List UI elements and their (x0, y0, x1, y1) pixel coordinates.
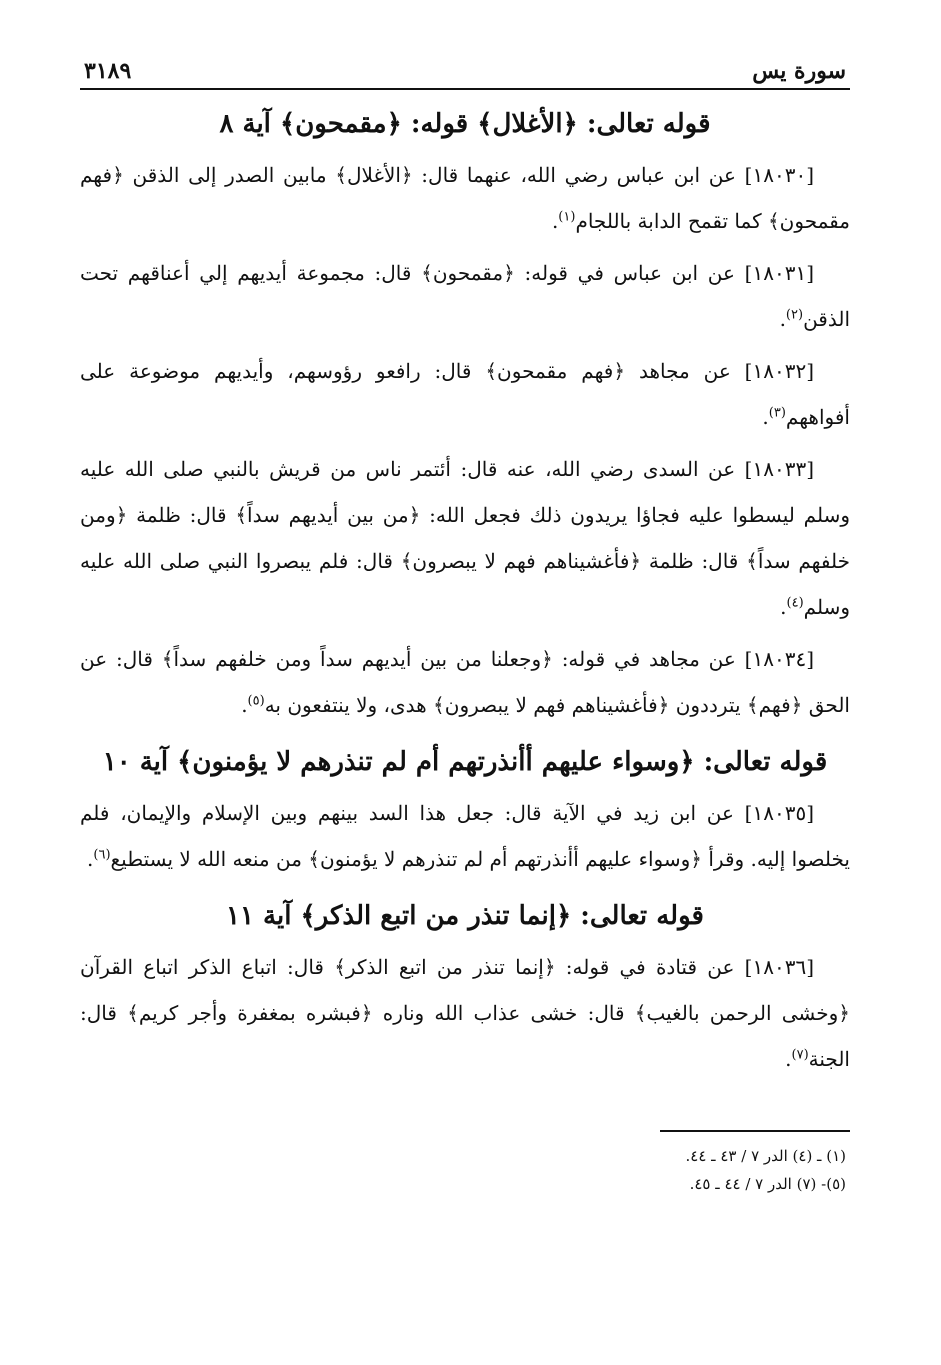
footnote-ref: (٢) (785, 307, 804, 323)
footnote-ref: (٥) (247, 693, 265, 709)
section (80, 742, 850, 882)
hadith-entry (80, 348, 850, 440)
entry-text: عن ابن عباس رضي الله، عنهما قال: ﴿الأغلال﴾ مابين الصدر إلى الذقن ﴿فهم مقمحون﴾ كما تقمح الدابة باللجام (80, 163, 850, 233)
entry-number: [١٨٠٣٤] (744, 647, 814, 671)
section (80, 104, 850, 728)
footnote: (٥)- (٧) الدر ٧ / ٤٤ ـ ٤٥. (689, 1175, 846, 1193)
entry-text: عن قتادة في قوله: ﴿إنما تنذر من اتبع الذكر﴾ قال: اتباع الذكر اتباع القرآن ﴿وخشى الرحمن بالغيب﴾ قال: خشى عذاب الله وناره ﴿فبشره بمغفرة وأجر كريم﴾ قال: الجنة (80, 955, 850, 1071)
footnote-ref: (٤) (786, 595, 804, 611)
entry-number: [١٨٠٣٢] (744, 359, 814, 383)
entry-end: . (87, 847, 94, 871)
hadith-entry (80, 446, 850, 630)
page-header (80, 40, 850, 90)
footnote-ref: (٣) (768, 405, 786, 421)
entry-text: عن ابن عباس في قوله: ﴿مقمحون﴾ قال: مجموعة أيديهم إلي أعناقهم تحت الذقن (80, 261, 850, 331)
entry-number: [١٨٠٣٦] (744, 955, 814, 979)
footnote-ref: (٦) (93, 847, 111, 863)
hadith-entry (80, 944, 850, 1082)
entry-end: . (779, 307, 786, 331)
entry-text: عن ابن زيد في الآية قال: جعل هذا السد بينهم وبين الإسلام والإيمان، فلم يخلصوا إليه. وقرأ ﴿وسواء عليهم أأنذرتهم أم لم تنذرهم لا يؤمنون﴾ من منعه الله لا يستطيع (80, 801, 850, 871)
footnote: (١) ـ (٤) الدر ٧ / ٤٣ ـ ٤٤. (685, 1147, 846, 1165)
surah-title: سورة يس (752, 58, 846, 84)
entry-end: . (785, 1047, 792, 1071)
entry-end: . (551, 209, 559, 233)
hadith-entry (80, 250, 850, 342)
entry-number: [١٨٠٣٠] (744, 163, 814, 187)
entry-end: . (241, 693, 248, 717)
entry-text: عن مجاهد في قوله: ﴿وجعلنا من بين أيديهم سداً ومن خلفهم سداً﴾ قال: عن الحق ﴿فهم﴾ يترددون ﴿فأغشيناهم فهم لا يبصرون﴾ هدى، ولا ينتفعون به (80, 647, 850, 717)
footnote-divider (660, 1130, 850, 1132)
entry-number: [١٨٠٣١] (744, 261, 814, 285)
entry-number: [١٨٠٣٣] (744, 457, 814, 481)
section-heading: قوله تعالى: ﴿إنما تنذر من اتبع الذكر﴾ آية ١١ (226, 901, 704, 931)
entry-number: [١٨٠٣٥] (744, 801, 814, 825)
footnote-ref: (٧) (791, 1047, 809, 1063)
section-heading: قوله تعالى: ﴿وسواء عليهم أأنذرتهم أم لم تنذرهم لا يؤمنون﴾ آية ١٠ (102, 747, 828, 777)
page-number: ٣١٨٩ (84, 58, 132, 84)
entry-end: . (762, 405, 769, 429)
entry-text: عن السدى رضي الله، عنه قال: أئتمر ناس من قريش بالنبي صلى الله عليه وسلم ليسطوا عليه فجاؤا يريدون ذلك فجعل الله: ﴿من بين أيديهم سداً﴾ قال: ظلمة ﴿ومن خلفهم سداً﴾ قال: ظلمة ﴿فأغشيناهم فهم لا يبصرون﴾ قال: فلم يبصروا النبي صلى الله عليه وسلم (80, 457, 850, 619)
footnote-ref: (١) (558, 209, 576, 225)
entry-end: . (780, 595, 787, 619)
section (80, 896, 850, 1082)
section-heading: قوله تعالى: ﴿الأغلال﴾ قوله: ﴿مقمحون﴾ آية ٨ (219, 109, 711, 139)
hadith-entry (80, 790, 850, 882)
page (80, 40, 850, 1198)
footnotes (80, 1142, 850, 1198)
hadith-entry (80, 152, 850, 244)
hadith-entry (80, 636, 850, 728)
entry-text: عن مجاهد ﴿فهم مقمحون﴾ قال: رافعو رؤوسهم، وأيديهم موضوعة على أفواههم (80, 359, 850, 429)
